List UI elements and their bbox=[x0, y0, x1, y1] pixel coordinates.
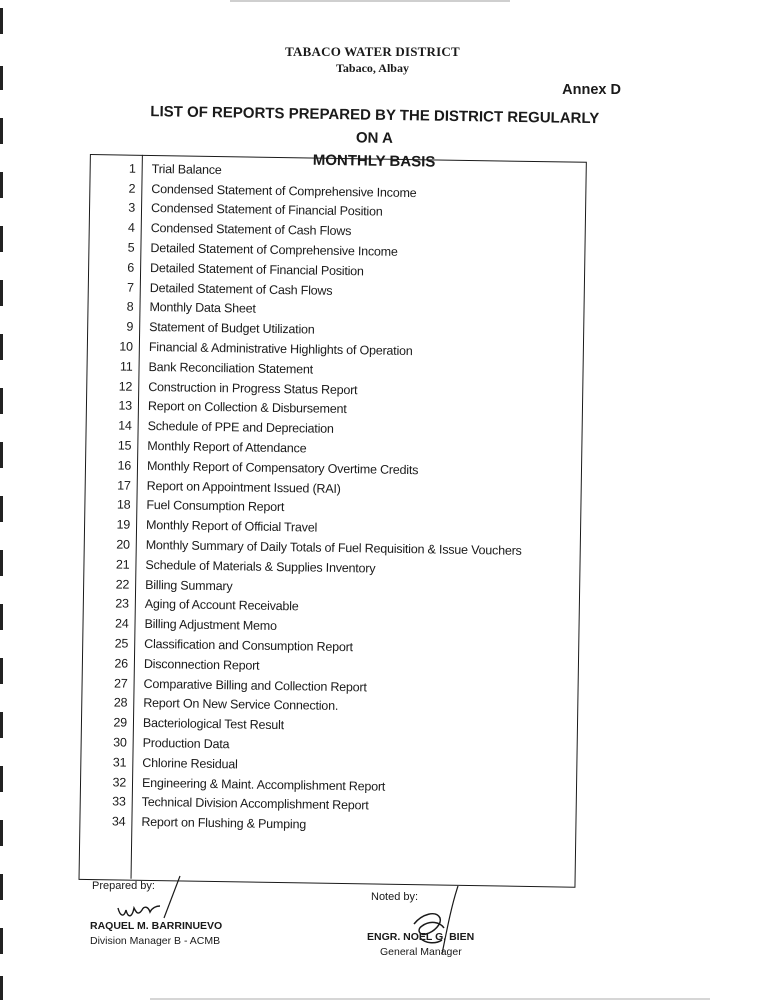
report-number: 5 bbox=[127, 240, 135, 255]
report-name: Monthly Report of Compensatory Overtime Credits bbox=[146, 458, 419, 478]
report-name: Detailed Statement of Comprehensive Income bbox=[150, 241, 398, 259]
margin-dash bbox=[0, 766, 3, 792]
report-name: Chlorine Residual bbox=[142, 755, 238, 772]
organization-location: Tabaco, Albay bbox=[336, 61, 409, 75]
margin-dash bbox=[0, 928, 3, 954]
margin-dash bbox=[0, 280, 3, 306]
report-name: Production Data bbox=[142, 735, 230, 752]
margin-dash bbox=[0, 712, 3, 738]
report-name: Comparative Billing and Collection Report bbox=[143, 676, 367, 695]
report-number: 11 bbox=[119, 359, 133, 374]
organization-name: TABACO WATER DISTRICT bbox=[285, 44, 460, 59]
noted-by-name: ENGR. NOEL G. BIEN bbox=[367, 931, 475, 943]
report-name: Statement of Budget Utilization bbox=[149, 320, 315, 337]
report-number: 30 bbox=[113, 735, 127, 750]
report-name: Monthly Summary of Daily Totals of Fuel Requisition & Issue Vouchers bbox=[145, 537, 522, 558]
margin-dash bbox=[0, 388, 3, 414]
noted-by-title: General Manager bbox=[380, 946, 462, 958]
report-number: 23 bbox=[115, 596, 129, 612]
report-number: 31 bbox=[112, 755, 127, 770]
report-name: Condensed Statement of Comprehensive Income bbox=[151, 181, 417, 200]
report-name: Classification and Consumption Report bbox=[144, 636, 353, 655]
margin-dash bbox=[0, 820, 3, 846]
report-name: Report on Appointment Issued (RAI) bbox=[146, 478, 341, 496]
prepared-by-label: Prepared by: bbox=[92, 880, 155, 892]
report-number: 8 bbox=[126, 300, 134, 315]
report-number: 17 bbox=[117, 478, 131, 493]
report-name: Billing Summary bbox=[145, 577, 233, 593]
report-number: 12 bbox=[118, 379, 133, 394]
margin-dash bbox=[0, 658, 3, 684]
margin-dash bbox=[0, 442, 3, 468]
report-number: 18 bbox=[116, 497, 131, 513]
report-number: 34 bbox=[111, 814, 126, 829]
report-name: Aging of Account Receivable bbox=[144, 597, 299, 614]
report-name: Detailed Statement of Financial Position bbox=[150, 260, 364, 279]
report-name: Construction in Progress Status Report bbox=[148, 379, 358, 397]
title-line-2: MONTHLY BASIS bbox=[312, 151, 436, 171]
report-number: 33 bbox=[112, 794, 126, 810]
report-number: 2 bbox=[128, 181, 136, 196]
report-number: 15 bbox=[117, 438, 132, 453]
report-name: Engineering & Maint. Accomplishment Report bbox=[141, 775, 386, 794]
scan-edge-bottom bbox=[150, 998, 710, 1000]
report-name: Condensed Statement of Financial Position bbox=[150, 201, 383, 220]
report-number: 24 bbox=[114, 616, 129, 631]
margin-dash bbox=[0, 976, 3, 1000]
margin-dash bbox=[0, 8, 3, 34]
report-number: 4 bbox=[127, 220, 135, 235]
prepared-by-signature bbox=[112, 872, 222, 924]
report-name: Schedule of PPE and Depreciation bbox=[147, 419, 334, 437]
prepared-by-title: Division Manager B - ACMB bbox=[90, 935, 221, 947]
report-number: 32 bbox=[112, 775, 127, 790]
report-number: 9 bbox=[126, 319, 134, 334]
report-name: Billing Adjustment Memo bbox=[144, 617, 277, 634]
report-number: 21 bbox=[115, 557, 130, 572]
margin-dash bbox=[0, 550, 3, 576]
report-number: 22 bbox=[115, 577, 130, 592]
report-number: 7 bbox=[126, 280, 134, 295]
margin-dash bbox=[0, 118, 3, 144]
report-number: 16 bbox=[117, 458, 132, 473]
report-name: Schedule of Materials & Supplies Inventory bbox=[145, 557, 376, 576]
margin-dash bbox=[0, 226, 3, 252]
report-name: Detailed Statement of Cash Flows bbox=[149, 280, 333, 298]
report-name: Financial & Administrative Highlights of Operation bbox=[148, 340, 413, 359]
report-number: 6 bbox=[127, 260, 135, 275]
title-line-1: LIST OF REPORTS PREPARED BY THE DISTRICT REGULARLY ON A bbox=[150, 103, 600, 147]
report-number: 10 bbox=[119, 339, 133, 354]
report-name: Condensed Statement of Cash Flows bbox=[150, 221, 352, 239]
margin-dash bbox=[0, 604, 3, 630]
report-name: Bacteriological Test Result bbox=[142, 716, 285, 733]
report-list bbox=[79, 158, 585, 839]
margin-dash bbox=[0, 172, 3, 198]
report-name: Monthly Report of Attendance bbox=[147, 438, 307, 456]
report-name: Report On New Service Connection. bbox=[143, 696, 339, 714]
report-name: Report on Collection & Disbursement bbox=[147, 399, 347, 417]
report-name: Technical Division Accomplishment Report bbox=[141, 795, 369, 813]
report-name: Monthly Data Sheet bbox=[149, 300, 256, 317]
report-number: 20 bbox=[116, 537, 130, 552]
noted-by-label: Noted by: bbox=[371, 891, 419, 903]
report-number: 1 bbox=[128, 161, 136, 176]
report-number: 25 bbox=[114, 636, 129, 651]
report-number: 3 bbox=[128, 201, 136, 216]
margin-dash bbox=[0, 334, 3, 360]
reports-table bbox=[78, 148, 586, 892]
report-name: Disconnection Report bbox=[143, 656, 260, 673]
prepared-by-name: RAQUEL M. BARRINUEVO bbox=[90, 920, 223, 932]
report-number: 14 bbox=[118, 418, 132, 433]
report-name: Fuel Consumption Report bbox=[146, 498, 285, 515]
report-number: 13 bbox=[118, 398, 133, 414]
report-name: Bank Reconciliation Statement bbox=[148, 359, 314, 377]
scan-edge-top bbox=[230, 0, 510, 2]
report-number: 28 bbox=[113, 695, 128, 711]
report-number: 19 bbox=[116, 517, 131, 532]
report-number: 27 bbox=[113, 676, 128, 691]
report-name: Monthly Report of Official Travel bbox=[145, 518, 318, 535]
annex-label: Annex D bbox=[562, 82, 621, 98]
margin-dash bbox=[0, 496, 3, 522]
report-name: Report on Flushing & Pumping bbox=[141, 815, 307, 832]
report-name: Trial Balance bbox=[151, 161, 222, 177]
margin-dash bbox=[0, 874, 3, 900]
report-number: 26 bbox=[114, 656, 129, 671]
report-number: 29 bbox=[113, 715, 128, 730]
